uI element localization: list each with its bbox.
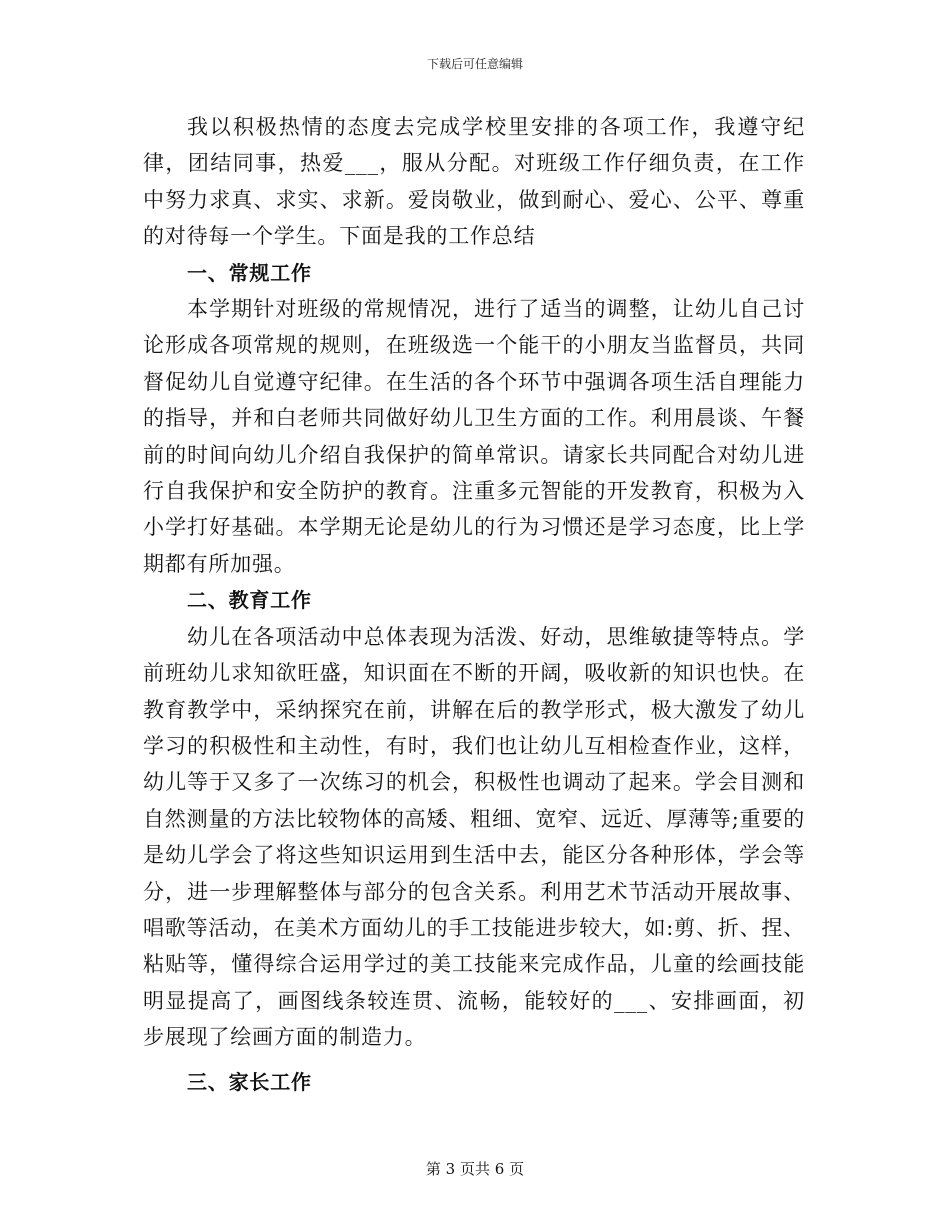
education-paragraph: 幼儿在各项活动中总体表现为活泼、好动，思维敏捷等特点。学前班幼儿求知欲旺盛，知识面在不断的开阔，吸收新的知识也快。在教育教学中，采纳探究在前，讲解在后的教学形式，极大激发了幼儿学习的积极性和主动性，有时，我们也让幼儿互相检查作业，这样，幼儿等于又多了一次练习的机会，积极性也调动了起来。学会目测和自然测量的方法比较物体的高矮、粗细、宽窄、远近、厚薄等;重要的是幼儿学会了将这些知识运用到生活中去，能区分各种形体，学会等分，进一步理解整体与部分的包含关系。利用艺术节活动开展故事、唱歌等活动，在美术方面幼儿的手工技能进步较大，如:剪、折、捏、粘贴等，懂得综合运用学过的美工技能来完成作品，儿童的绘画技能明显提高了，画图线条较连贯、流畅，能较好的___、安排画面，初步展现了绘画方面的制造力。 xyxy=(143,624,805,1050)
document-body xyxy=(143,109,805,1100)
routine-paragraph: 本学期针对班级的常规情况，进行了适当的调整，让幼儿自己讨论形成各项常规的规则，在班级选一个能干的小朋友当监督员，共同督促幼儿自觉遵守纪律。在生活的各个环节中强调各项生活自理能力的指导，并和白老师共同做好幼儿卫生方面的工作。利用晨谈、午餐前的时间向幼儿介绍自我保护的简单常识。请家长共同配合对幼儿进行自我保护和安全防护的教育。注重多元智能的开发教育，积极为入小学打好基础。本学期无论是幼儿的行为习惯还是学习态度，比上学期都有所加强。 xyxy=(143,297,805,576)
section-heading-routine: 一、常规工作 xyxy=(187,260,312,285)
section-heading-parents: 三、家长工作 xyxy=(187,1069,312,1094)
intro-paragraph: 我以积极热情的态度去完成学校里安排的各项工作，我遵守纪律，团结同事，热爱___，服从分配。对班级工作仔细负责，在工作中努力求真、求实、求新。爱岗敬业，做到耐心、爱心、公平、尊重的对待每一个学生。下面是我的工作总结 xyxy=(143,115,805,249)
section-heading-education: 二、教育工作 xyxy=(187,588,312,613)
page-header: 下载后可任意编辑 xyxy=(426,57,523,71)
page-footer: 第 3 页共 6 页 xyxy=(425,1160,525,1178)
